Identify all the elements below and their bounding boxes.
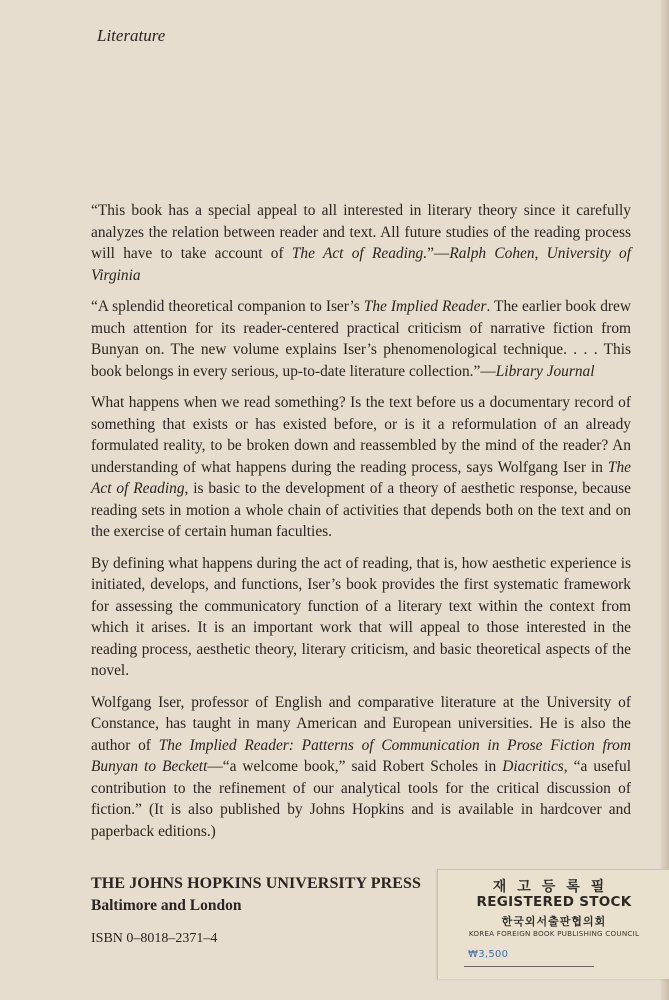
page-edge [661, 0, 669, 1000]
sticker-korean-title: 재고등록필 [492, 879, 616, 895]
quote-attribution: Library Journal [495, 362, 595, 380]
publisher-name: THE JOHNS HOPKINS UNIVERSITY PRESS [91, 875, 421, 892]
category-label: Literature [97, 26, 166, 45]
journal-title-ref: Diacritics [502, 758, 564, 775]
book-title-ref: The Act of Reading, [91, 458, 631, 497]
registered-stock-sticker [437, 869, 669, 979]
isbn-number: ISBN 0–8018–2371–4 [91, 931, 218, 946]
price-field [464, 947, 594, 967]
sticker-council-korean: 한국외서출판협의회 [501, 915, 607, 928]
back-cover-text [91, 200, 631, 852]
author-bio-paragraph: Wolfgang Iser, professor of English and comparative literature at the University of Constance, has taught in many American and European universities. He is also the author of The Implied Reader: Patterns of Communication in Prose Fiction from Bunyan to Beckett—“a welcome book,” said Robert Scholes in Diacritics, “a useful contribution to the refinement of our analytical tools for the critical discussion of fiction.” (It is also published by Johns Hopkins and is available in hardcover and paperback editions.) [91, 693, 631, 840]
review-quote-cohen: “This book has a special appeal to all interested in literary theory since it carefully analyzes the relation between reader and text. All future studies of the reading process will have to take account of The Act of Reading.”—Ralph Cohen, University of Virginia [91, 202, 631, 284]
quote-attribution: Ralph Cohen, University of Virginia [91, 245, 631, 284]
book-title-ref: The Implied Reader: Patterns of Communication in Prose Fiction from Bunyan to Beckett [91, 736, 631, 775]
book-title-ref: The Implied Reader [363, 298, 487, 315]
sticker-english-title: REGISTERED STOCK [476, 894, 632, 910]
book-title-ref: The Act of Reading. [291, 245, 428, 262]
description-paragraph: By defining what happens during the act of reading, that is, how aesthetic experience is initiated, develops, and functions, Iser’s book provides the first systematic framework for assessing the communicatory function of a literary text within the context from which it arises. It is an important work that will appeal to those interested in the reading process, aesthetic theory, literary criticism, and basic theoretical aspects of the novel. [91, 554, 631, 679]
price-stamp: ₩3,500 [468, 949, 509, 960]
price-underline [464, 966, 594, 967]
sticker-council-english: KOREA FOREIGN BOOK PUBLISHING COUNCIL [468, 929, 640, 938]
description-paragraph: What happens when we read something? Is the text before us a documentary record of something that exists or has existed before, or is it a reformulation of an already formulated reality, to be broken down and reassembled by the mind of the reader? An understanding of what happens during the reading process, says Wolfgang Iser in The Act of Reading, is basic to the development of a theory of aesthetic response, because reading sets in motion a whole chain of activities that depends both on the text and on the exercise of certain human faculties. [91, 394, 631, 540]
publisher-city: Baltimore and London [91, 897, 242, 914]
review-quote-library-journal: “A splendid theoretical companion to Iser’s The Implied Reader. The earlier book drew much attention for its reader-centered practical criticism of narrative fiction from Bunyan on. The new volume explains Iser’s phenomenological technique. . . . This book belongs in every serious, up-to-date literature collection.”—Library Journal [91, 298, 631, 380]
